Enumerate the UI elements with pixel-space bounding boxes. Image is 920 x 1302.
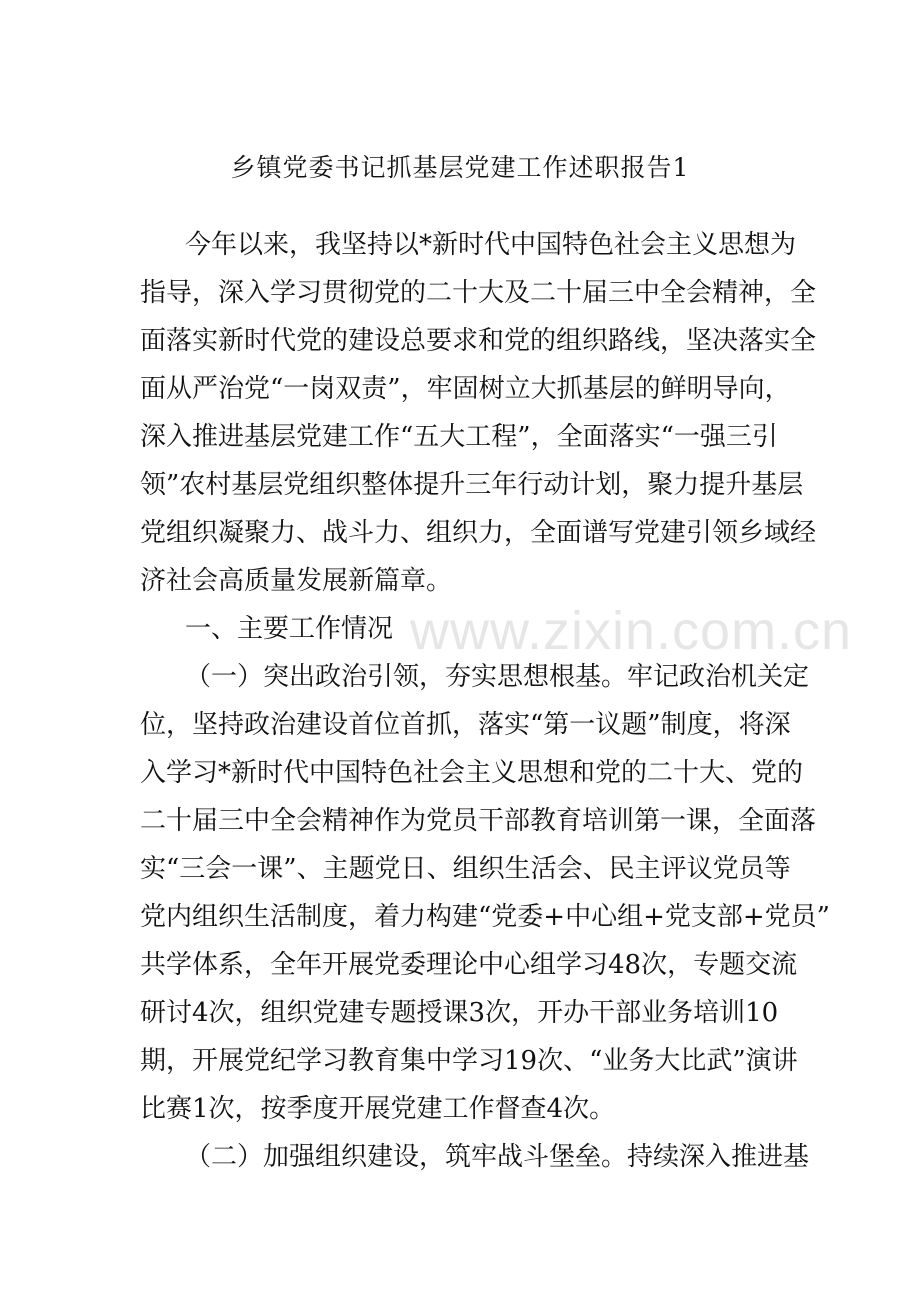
watermark: www.zixin.com.cn	[410, 601, 853, 661]
text-line: 党组织凝聚力、战斗力、组织力，全面谱写党建引领乡域经	[140, 518, 817, 548]
section-heading: 一、主要工作情况	[185, 614, 394, 644]
text-line: 指导，深入学习贯彻党的二十大及二十届三中全会精神，全	[140, 278, 817, 308]
text-line: 领”农村基层党组织整体提升三年行动计划，聚力提升基层	[140, 470, 804, 500]
text-line: 面从严治党“一岗双责”，牢固树立大抓基层的鲜明导向，	[140, 374, 791, 404]
text-line: （一）突出政治引领，夯实思想根基。牢记政治机关定	[185, 662, 810, 692]
text-line: 实“三会一课”、主题党日、组织生活会、民主评议党员等	[140, 854, 791, 884]
text-line: 入学习*新时代中国特色社会主义思想和党的二十大、党的	[140, 758, 804, 788]
text-line: 济社会高质量发展新篇章。	[140, 566, 453, 596]
text-line: 面落实新时代党的建设总要求和党的组织路线，坚决落实全	[140, 326, 817, 356]
text-line: 比赛1次，按季度开展党建工作督查4次。	[140, 1094, 616, 1124]
text-line: 研讨4次，组织党建专题授课3次，开办干部业务培训10	[140, 998, 779, 1028]
text-line: 深入推进基层党建工作“五大工程”，全面落实“一强三引	[140, 422, 778, 452]
document-title: 乡镇党委书记抓基层党建工作述职报告1	[230, 153, 690, 182]
text-line: 位，坚持政治建设首位首抓，落实“第一议题”制度，将深	[140, 710, 791, 740]
text-line: 共学体系，全年开展党委理论中心组学习48次，专题交流	[140, 950, 798, 980]
text-line: 期，开展党纪学习教育集中学习19次、“业务大比武”演讲	[140, 1046, 798, 1076]
text-line: 党内组织生活制度，着力构建“党委+中心组+党支部+党员”	[140, 902, 830, 932]
text-line: 二十届三中全会精神作为党员干部教育培训第一课，全面落	[140, 806, 817, 836]
text-line: （二）加强组织建设，筑牢战斗堡垒。持续深入推进基	[185, 1142, 810, 1172]
text-line: 今年以来，我坚持以*新时代中国特色社会主义思想为	[185, 230, 797, 260]
